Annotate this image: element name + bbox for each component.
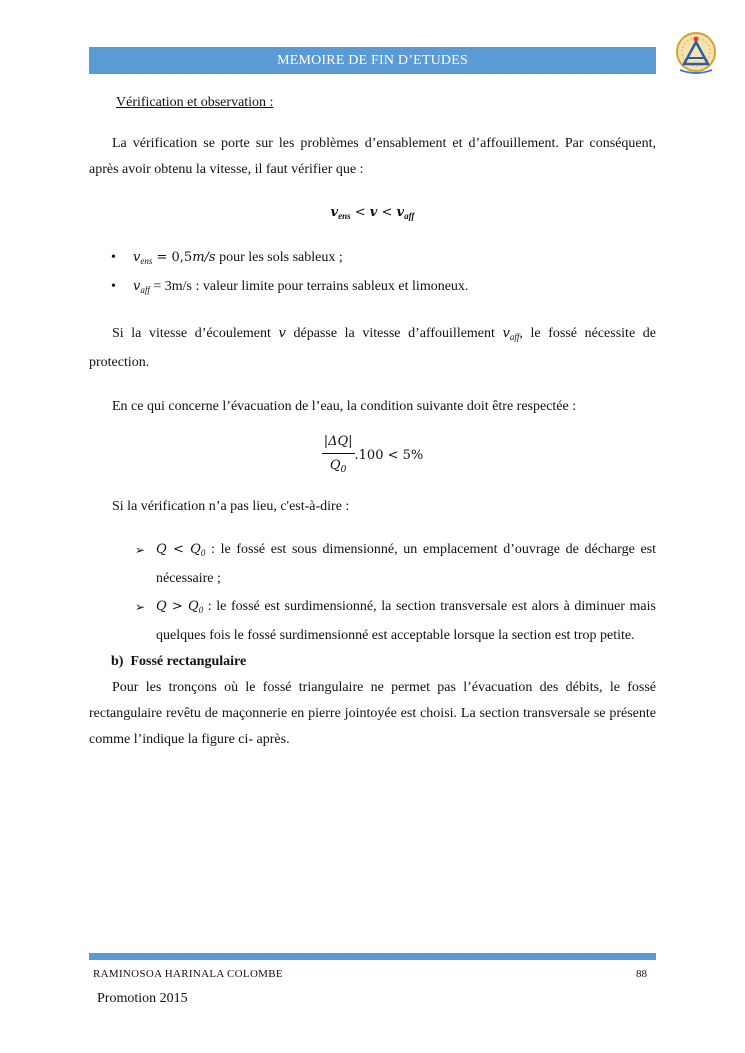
intro-paragraph: La vérification se porte sur les problèmes d’ensablement et d’affouillement. Par conséquent, après avoir obtenu la vitesse, il faut vérifier que :: [89, 136, 656, 177]
velocity-condition-equation: $v_{ens} < v < v_{aff}$: [330, 205, 415, 221]
header-bar: [89, 47, 656, 74]
list-item: ➢ $Q > Q_0$ : le fossé est surdimensionné, la section transversale est alors à diminuer mais quelques fois le fossé surdimensionné est acceptable lorsque la section est trop petite.: [89, 594, 656, 649]
list-item: ➢ $Q < Q_0$ : le fossé est sous dimensionné, un emplacement d’ouvrage de décharge est nécessaire ;: [89, 537, 656, 592]
bullet-icon: •: [111, 279, 116, 294]
if-paragraph: Si la vérification n’a pas lieu, c'est-à-dire :: [112, 499, 350, 514]
section-title: Vérification et observation :: [116, 95, 274, 110]
subsection-heading: b) Fossé rectangulaire: [111, 654, 247, 669]
flow-condition-equation: $\frac{|\Delta Q|}{Q_0}$ .100 < 5%: [89, 432, 656, 480]
dimension-cases-list: [89, 537, 656, 649]
footer-promotion: Promotion 2015: [97, 991, 188, 1006]
list-item: • $v_{ens} = 0,5m/s$ pour les sols sableux ;: [89, 245, 656, 274]
page-number: 88: [636, 968, 647, 980]
university-logo-icon: [672, 30, 720, 78]
header-title: MEMOIRE DE FIN D’ETUDES: [277, 53, 468, 68]
evacuation-paragraph: En ce qui concerne l’évacuation de l’eau, la condition suivante doit être respectée :: [112, 399, 577, 414]
list-item: • $v_{aff} = 3m/s$ : valeur limite pour terrains sableux et limoneux.: [89, 274, 656, 303]
velocity-paragraph: Si la vitesse d’écoulement v dépasse la vitesse d’affouillement $v_{aff}$, le fossé nécessite de protection.: [89, 326, 656, 370]
footer-bar: [89, 953, 656, 960]
bullet-icon: •: [111, 250, 116, 265]
velocity-bullet-list: [89, 245, 656, 303]
flow-fraction: $\frac{|\Delta Q|}{Q_0}$: [323, 434, 353, 475]
arrow-bullet-icon: ➢: [135, 543, 146, 557]
arrow-bullet-icon: ➢: [135, 600, 146, 614]
rectangular-ditch-paragraph: Pour les tronçons où le fossé triangulaire ne permet pas l’évacuation des débits, le fossé rectangulaire revêtu de maçonnerie en pierre jointoyée est choisi. La section transversale se présente comme l’indique la figure ci- après.: [89, 680, 656, 747]
footer-author: RAMINOSOA HARINALA COLOMBE: [93, 968, 283, 980]
page-content: [89, 90, 656, 753]
